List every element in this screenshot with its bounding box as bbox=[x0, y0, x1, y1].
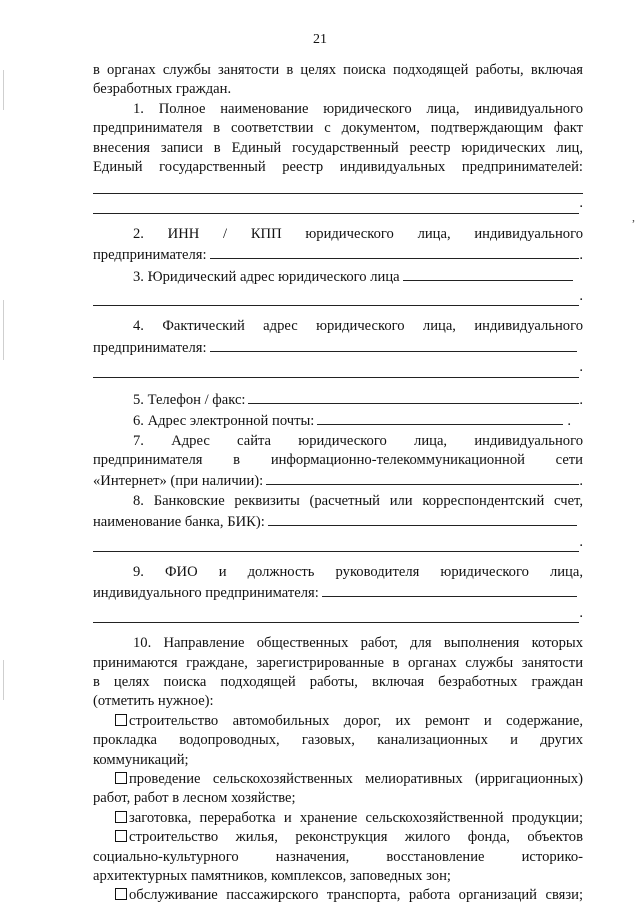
checkbox[interactable] bbox=[115, 888, 127, 900]
item10-line: 10. Направление общественных работ, для выполнения которых bbox=[133, 635, 583, 652]
option-text: строительство автомобильных дорог, их ремонт и содержание, bbox=[129, 712, 583, 729]
item2-line: 2. ИНН / КПП юридического лица, индивидуального bbox=[133, 225, 583, 242]
item2-label: предпринимателя: bbox=[93, 247, 207, 264]
director-line[interactable]: . bbox=[93, 604, 583, 623]
option-text: обслуживание пассажирского транспорта, работа организаций связи; bbox=[129, 887, 583, 904]
actual-address-line[interactable]: . bbox=[93, 358, 583, 377]
document-body bbox=[93, 61, 583, 906]
email-field[interactable]: 6. Адрес электронной почты: . bbox=[93, 410, 583, 431]
item6-label: 6. Адрес электронной почты: bbox=[133, 413, 315, 430]
item1-line: Единый государственный реестр индивидуальных предпринимателей: bbox=[93, 159, 583, 176]
inn-kpp-field[interactable]: предпринимателя: . bbox=[93, 244, 583, 265]
actual-address-field[interactable] bbox=[93, 337, 583, 358]
page-number: 21 bbox=[313, 32, 327, 47]
option-text: проведение сельскохозяйственных мелиоративных (ирригационных) bbox=[129, 771, 583, 787]
option-line: архитектурных памятников, комплексов, заповедных зон; bbox=[93, 868, 451, 885]
work-option-transport[interactable] bbox=[93, 886, 583, 905]
work-option-agri-products[interactable] bbox=[93, 809, 583, 828]
item9-label: индивидуального предпринимателя: bbox=[93, 585, 319, 602]
margin-mark: , bbox=[632, 210, 635, 224]
work-option-road[interactable] bbox=[93, 712, 583, 731]
scan-edge-line bbox=[3, 660, 4, 700]
option-line: работ, работ в лесном хозяйстве; bbox=[93, 790, 296, 807]
item3-label: 3. Юридический адрес юридического лица bbox=[133, 268, 400, 285]
option-text: заготовка, переработка и хранение сельскохозяйственной продукции; bbox=[129, 809, 583, 826]
item4-label: предпринимателя: bbox=[93, 339, 207, 356]
bank-details-field[interactable] bbox=[93, 511, 583, 532]
item8-label: наименование банка, БИК): bbox=[93, 514, 265, 531]
item7-line: предпринимателя в информационно-телекоммуникационной сети bbox=[93, 451, 583, 468]
item8-line: 8. Банковские реквизиты (расчетный или корреспондентский счет, bbox=[133, 492, 583, 509]
option-line: социально-культурного назначения, восстановление историко- bbox=[93, 848, 583, 865]
item10-line: в целях поиска подходящей работы, включая безработных граждан bbox=[93, 673, 583, 690]
item5-label: 5. Телефон / факс: bbox=[133, 391, 246, 408]
item4-line: 4. Фактический адрес юридического лица, индивидуального bbox=[133, 318, 583, 335]
option-text: строительство жилья, реконструкция жилого фонда, объектов bbox=[129, 829, 583, 846]
item1-line: внесения записи в Единый государственный реестр юридических лиц, bbox=[93, 139, 583, 156]
intro-line: безработных граждан. bbox=[93, 81, 232, 98]
work-option-housing[interactable] bbox=[93, 828, 583, 847]
website-field[interactable]: «Интернет» (при наличии): . bbox=[93, 470, 583, 491]
item1-line: 1. Полное наименование юридического лица, индивидуального bbox=[133, 100, 583, 117]
checkbox[interactable] bbox=[115, 830, 127, 842]
phone-field[interactable]: 5. Телефон / факс: . bbox=[93, 389, 583, 410]
checkbox[interactable] bbox=[115, 772, 127, 784]
legal-address-field[interactable] bbox=[93, 266, 583, 287]
checkbox[interactable] bbox=[115, 811, 127, 823]
item7-line: 7. Адрес сайта юридического лица, индивидуального bbox=[133, 432, 583, 449]
checkbox[interactable] bbox=[115, 714, 127, 726]
intro-line: в органах службы занятости в целях поиска подходящей работы, включая bbox=[93, 62, 583, 78]
item9-line: 9. ФИО и должность руководителя юридического лица, bbox=[133, 563, 583, 580]
option-line: коммуникаций; bbox=[93, 751, 189, 768]
option-line: прокладка водопроводных, газовых, канализационных и других bbox=[93, 732, 583, 749]
name-field-line[interactable]: . bbox=[93, 194, 583, 213]
item1-line: предпринимателя в соответствии с документом, подтверждающим факт bbox=[93, 120, 583, 137]
work-option-melioration[interactable] bbox=[93, 770, 583, 789]
director-field[interactable] bbox=[93, 582, 583, 603]
legal-address-line[interactable]: . bbox=[93, 287, 583, 306]
scan-edge-line bbox=[3, 70, 4, 110]
item10-line: (отметить нужное): bbox=[93, 693, 214, 710]
scan-edge-line bbox=[3, 300, 4, 360]
item7-label: «Интернет» (при наличии): bbox=[93, 473, 264, 490]
name-field-line[interactable] bbox=[93, 177, 583, 194]
bank-details-line[interactable]: . bbox=[93, 533, 583, 552]
item10-line: принимаются граждане, зарегистрированные в органах службы занятости bbox=[93, 654, 583, 671]
